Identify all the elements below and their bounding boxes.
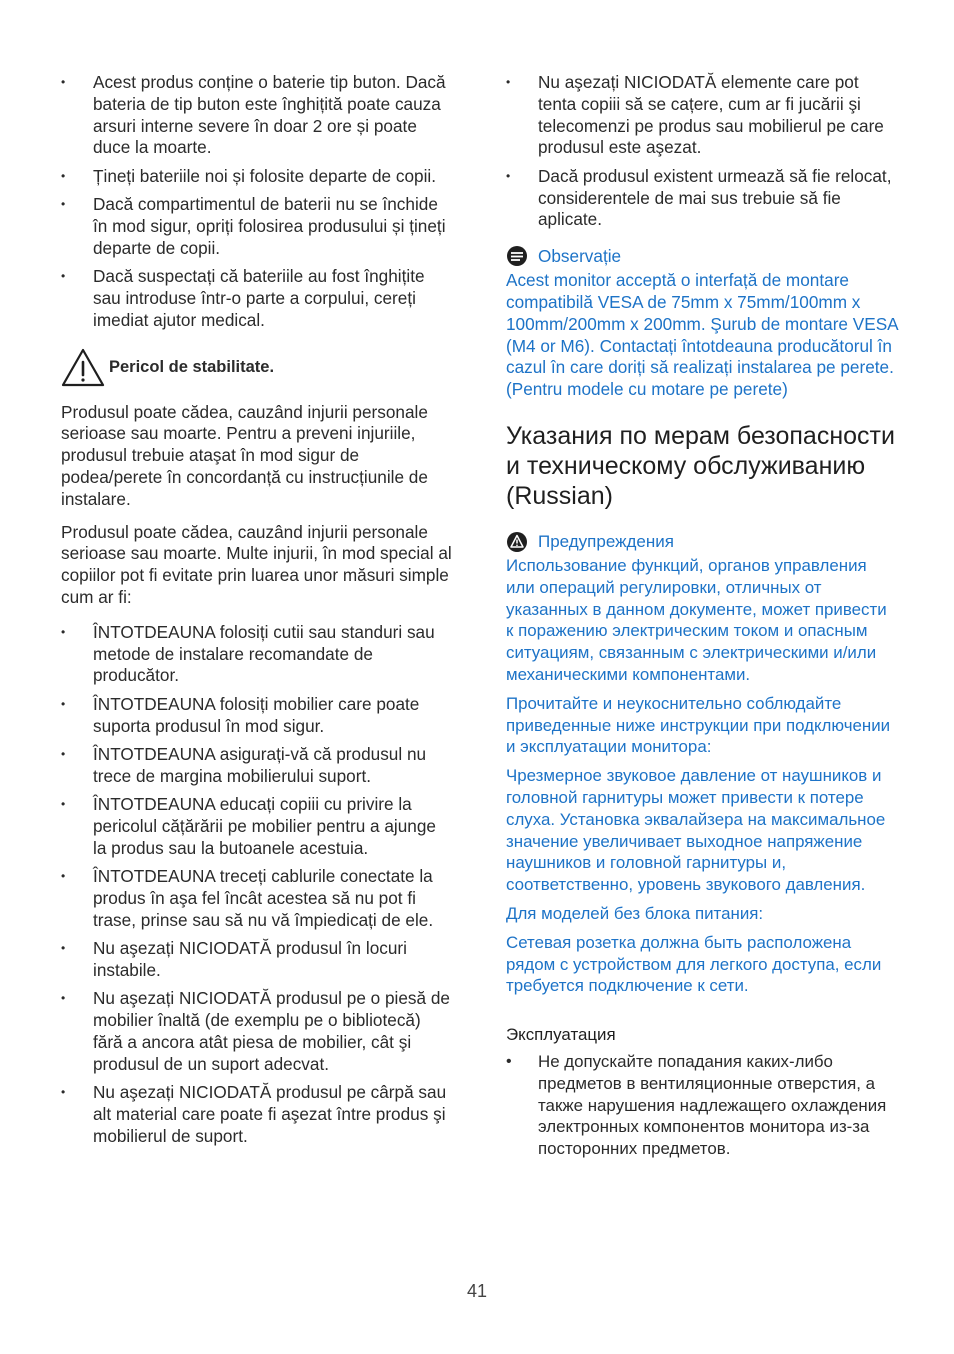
paragraph: Produsul poate cădea, cauzând injurii personale serioase sau moarte. Multe injurii, în mod special al copiilor pot fi evitate prin luarea unor măsuri simple cum ar fi: (61, 521, 452, 607)
bullet-icon: • (61, 168, 66, 183)
list-item (61, 166, 453, 188)
section-title: Указания по мерам безопасности и техническому обслуживанию (Russian) (506, 421, 895, 510)
list-item (61, 866, 453, 931)
list-item (506, 1051, 898, 1160)
bullet-icon: • (506, 1053, 512, 1071)
list-item-text: Nu aşezați NICIODATĂ elemente care pot tenta copiii să se cațere, cum ar fi jucării şi telecomenzi pe produs sau mobilierul pe care produsul este aşezat. (538, 72, 884, 158)
paragraph: Чрезмерное звуковое давление от наушников и головной гарнитуры может привести к потере слуха. Установка эквалайзера на максимальное значение увеличивает выходное напряжение наушников и головной гарнитуры и, соответственно, уровень звукового давления. (506, 766, 886, 895)
note-title: Observație (538, 245, 622, 266)
page-number: 41 (466, 1281, 488, 1301)
list-item (61, 938, 453, 982)
warning-triangle-icon (61, 348, 105, 388)
list-item-text: Dacă produsul existent urmează să fie relocat, considerentele de mai sus trebuie să fie aplicate. (538, 165, 892, 230)
bullet-icon: • (61, 941, 66, 956)
list-item (61, 744, 453, 788)
list-item (506, 72, 898, 159)
operation-list (506, 1051, 898, 1160)
bullet-icon: • (61, 75, 66, 89)
bullet-icon: • (61, 746, 66, 761)
bullet-icon: • (506, 168, 511, 183)
bullet-icon: • (61, 696, 66, 711)
list-item (61, 266, 453, 331)
paragraph: Produsul poate cădea, cauzând injurii personale serioase sau moarte. Pentru a preveni injuriile, produsul trebuie ataşat în mod sigur de podea/perete în concordanță cu instrucțiunile de instalare. (61, 401, 428, 509)
warning-title: Предупреждения (538, 531, 674, 551)
note-icon (506, 245, 528, 267)
note-body: Acest monitor acceptă o interfață de montare compatibilă VESA de 75mm x 75mm/100mm x 100mm/200mm x 200mm. Şurub de montare VESA (M4 or M6). Contactați întotdeauna producătorul în cazul în care doriți să realizați instalarea pe perete.(Pentru modele cu motare pe perete) (506, 270, 898, 400)
paragraph: Использование функций, органов управления или операций регулировки, отличных от указанных в данном документе, может привести к поражению электрическим током и опасным ситуациям, связанным с электрическими и/или механическими компонентами. (506, 555, 887, 684)
bullet-icon: • (61, 197, 66, 212)
warning-heading (506, 531, 898, 553)
list-item-text: Țineți bateriile noi și folosite departe de copii. (93, 165, 436, 186)
bullet-icon: • (61, 991, 66, 1006)
bullet-icon: • (61, 1085, 66, 1100)
list-item (61, 988, 453, 1075)
list-item-text: ÎNTOTDEAUNA asigurați-vă că produsul nu trece de margina mobilierului suport. (93, 743, 427, 786)
bullet-icon: • (506, 75, 511, 89)
battery-warning-list (61, 72, 453, 332)
paragraph: Сетевая розетка должна быть расположена рядом с устройством для легкого доступа, если требуется подключение к сети. (506, 932, 882, 996)
list-item-text: ÎNTOTDEAUNA treceți cablurile conectate la produs în aşa fel încât acestea să nu pot fi trase, prinse sau să nu vă împiedicați de ele. (93, 866, 434, 930)
list-item (506, 166, 898, 231)
list-item-text: ÎNTOTDEAUNA folosiți cutii sau standuri sau metode de instalare recomandate de producător. (93, 621, 435, 686)
bullet-icon: • (61, 624, 66, 639)
relocation-list (506, 72, 898, 231)
stability-list (61, 622, 453, 1148)
list-item-text: Dacă compartimentul de baterii nu se închide în mod sigur, opriți folosirea produsului și țineți departe de copii. (93, 194, 446, 258)
paragraph: Для моделей без блока питания: (506, 903, 764, 923)
danger-title: Pericol de stabilitate. (109, 358, 275, 377)
warning-icon (506, 531, 528, 553)
list-item (61, 694, 453, 738)
list-item-text: Nu aşezați NICIODATĂ produsul pe cârpă sau alt material care poate fi aşezat între produs şi mobilierul de suport. (93, 1082, 447, 1146)
list-item (61, 1082, 453, 1147)
list-item (61, 622, 453, 687)
left-column (61, 72, 453, 1154)
paragraph: Прочитайте и неукоснительно соблюдайте приведенные ниже инструкции при подключении и эксплуатации монитора: (506, 693, 891, 757)
list-item-text: Nu aşezați NICIODATĂ produsul pe o piesă de mobilier înaltă (de exemplu pe o bibliotecă) fără a ancora atât piesa de mobilier, cât şi produsul de un suport adecvat. (93, 988, 450, 1074)
right-column (506, 72, 898, 1167)
list-item-text: Acest produs conține o baterie tip buton. Dacă bateria de tip buton este înghițită poate cauza arsuri interne severe în doar 2 ore și poate duce la moarte. (93, 72, 446, 158)
bullet-icon: • (61, 797, 66, 812)
list-item (61, 794, 453, 859)
bullet-icon: • (61, 869, 66, 884)
list-item (61, 72, 453, 159)
operation-title: Эксплуатация (506, 1025, 616, 1045)
stability-danger-heading (61, 348, 453, 388)
list-item-text: ÎNTOTDEAUNA folosiți mobilier care poate suporta produsul în mod sigur. (93, 693, 420, 736)
list-item-text: Nu aşezați NICIODATĂ produsul în locuri instabile. (93, 938, 407, 980)
list-item (61, 194, 453, 259)
note-heading (506, 245, 898, 267)
list-item-text: Dacă suspectați că bateriile au fost înghițite sau introduse într-o parte a corpului, cereți imediat ajutor medical. (93, 266, 425, 330)
list-item-text: ÎNTOTDEAUNA educați copiii cu privire la pericolul cățărării pe mobilier pentru a ajunge la produs sau la butoanele acestuia. (93, 794, 436, 858)
list-item-text: Не допускайте попадания каких-либо предметов в вентиляционные отверстия, а также нарушения надлежащего охлаждения электронных компонентов монитора из-за посторонних предметов. (538, 1052, 887, 1159)
bullet-icon: • (61, 269, 66, 284)
